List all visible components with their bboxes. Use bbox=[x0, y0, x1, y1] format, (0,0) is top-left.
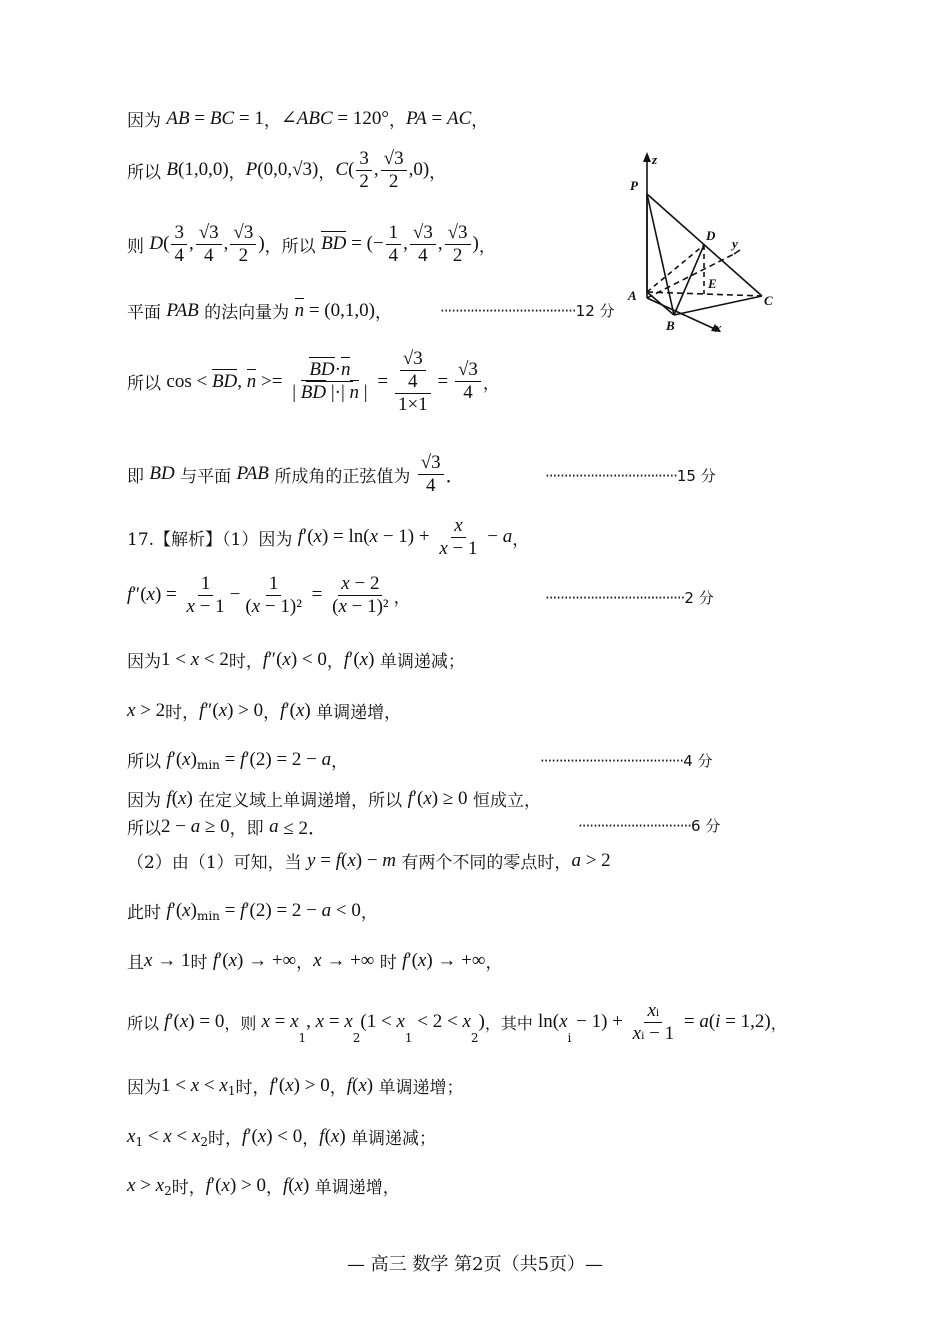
text-line-2: 所以 B (1,0,0) ， P (0,0,√3) ， C ( $\frac{3}{2}$ , $\frac{√3}{2}$ ,0) ， bbox=[127, 148, 447, 192]
score-12: ····································12 分 bbox=[440, 302, 615, 320]
edge-PB bbox=[647, 194, 674, 315]
page-footer: — 高三 数学 第2页（共5页）— bbox=[346, 1254, 604, 1275]
label-x: x bbox=[715, 320, 722, 335]
text-line-13: 所以 2 − a ≥ 0 ，即 a ≤ 2． bbox=[127, 815, 327, 839]
score-4: ······································4 分 bbox=[540, 752, 713, 770]
text-line-14: （2）由（1）可知，当 y = f ( x ) − m 有两个不同的零点时， a > 2 bbox=[127, 849, 611, 873]
text-line-12: 因为 f ( x ) 在定义域上单调递增，所以 f ′( x ) ≥ 0 恒成立， bbox=[127, 787, 541, 811]
edge-BC bbox=[674, 296, 762, 315]
text-line-10: x > 2 时， f ″( x ) > 0 ， f ′( x ) 单调递增， bbox=[127, 699, 402, 723]
text-line-20: x > x 2 时， f ′( x ) > 0 ， f ( x ) 单调递增， bbox=[127, 1174, 400, 1198]
label-C: C bbox=[764, 293, 773, 308]
text-line-4: 平面 PAB 的法向量为 n = (0,1,0) ， bbox=[127, 299, 392, 323]
label-P: P bbox=[630, 178, 638, 193]
text-line-19: x 1 < x < x 2 时， f ′( x ) < 0 ， f ( x ) 单调递减； bbox=[127, 1125, 437, 1149]
text-line-3: 则 D ( $\frac{3}{4}$ , $\frac{√3}{4}$ , $\frac{√3}{2}$ ) ，所以 BD = (− $\frac{1}{4}$ , $\frac{√3}{4}$ , $\frac{√3}{2}$ ) ， bbox=[127, 222, 496, 266]
text-line-9: 因为 1 < x < 2 时， f ″( x ) < 0 ， f ′( x ) 单调递减； bbox=[127, 648, 465, 672]
text-line-15: 此时 f ′( x ) min = f ′(2) = 2 − a < 0 ， bbox=[127, 899, 378, 923]
geometry-diagram bbox=[622, 150, 792, 340]
text-line-16: 且 x → 1 时 f ′( x ) → +∞ ， x → +∞ 时 f ′( x ) → +∞ ， bbox=[127, 949, 503, 973]
z-arrowhead bbox=[643, 152, 651, 162]
text-line-7: 17.【解析】（1）因为 f ′( x ) = ln( x − 1) + $\frac{x}{x - 1}$ − a ， bbox=[127, 515, 530, 559]
score-15: ···································15 分 bbox=[545, 467, 716, 485]
label-D: D bbox=[706, 228, 716, 243]
text-line-5: 所以 cos < BD , n >= $\frac{BD\cdot n}{| BD |\cdot| n |}$ = $\frac{\frac{√3}{4}}{1\times 1}$ = $\frac{√3}{4}$ ， bbox=[127, 348, 500, 415]
text-line-8: f ″( x ) = $\frac{1}{x - 1}$ − $\frac{1}{\text{(x − 1)²}}$ = $\frac{x - 2}{\text{(x − 1)²}}$ ， bbox=[127, 573, 411, 617]
label-E: E bbox=[708, 276, 717, 291]
score-2: ·····································2 分 bbox=[545, 589, 714, 607]
text-line-11: 所以 f ′( x ) min = f ′(2) = 2 − a ， bbox=[127, 748, 349, 772]
text-line-6: 即 BD 与平面 PAB 所成角的正弦值为 $\frac{√3}{4}$ ． bbox=[127, 452, 465, 496]
label-y: y bbox=[732, 236, 738, 251]
label-z: z bbox=[652, 152, 658, 167]
label-B: B bbox=[666, 318, 675, 333]
text-line-18: 因为 1 < x < x 1 时， f ′( x ) > 0 ， f ( x ) 单调递增； bbox=[127, 1074, 464, 1098]
segment-AD bbox=[647, 245, 704, 292]
edge-BD bbox=[674, 245, 704, 315]
label-A: A bbox=[628, 288, 637, 303]
text-line-1: 因为 AB = BC = 1 ， ∠ ABC = 120° ， PA = AC ， bbox=[127, 107, 489, 131]
text-line-17: 所以 f ′( x ) = 0 ，则 x = x 1 , x = x 2 (1 < x 1 < 2 < x 2 ) ，其中 ln( x i − 1) + $\frac{xi}{xi - 1}$ = a ( i = 1,2) ， bbox=[127, 1000, 787, 1045]
score-6: ······························6 分 bbox=[578, 817, 721, 835]
